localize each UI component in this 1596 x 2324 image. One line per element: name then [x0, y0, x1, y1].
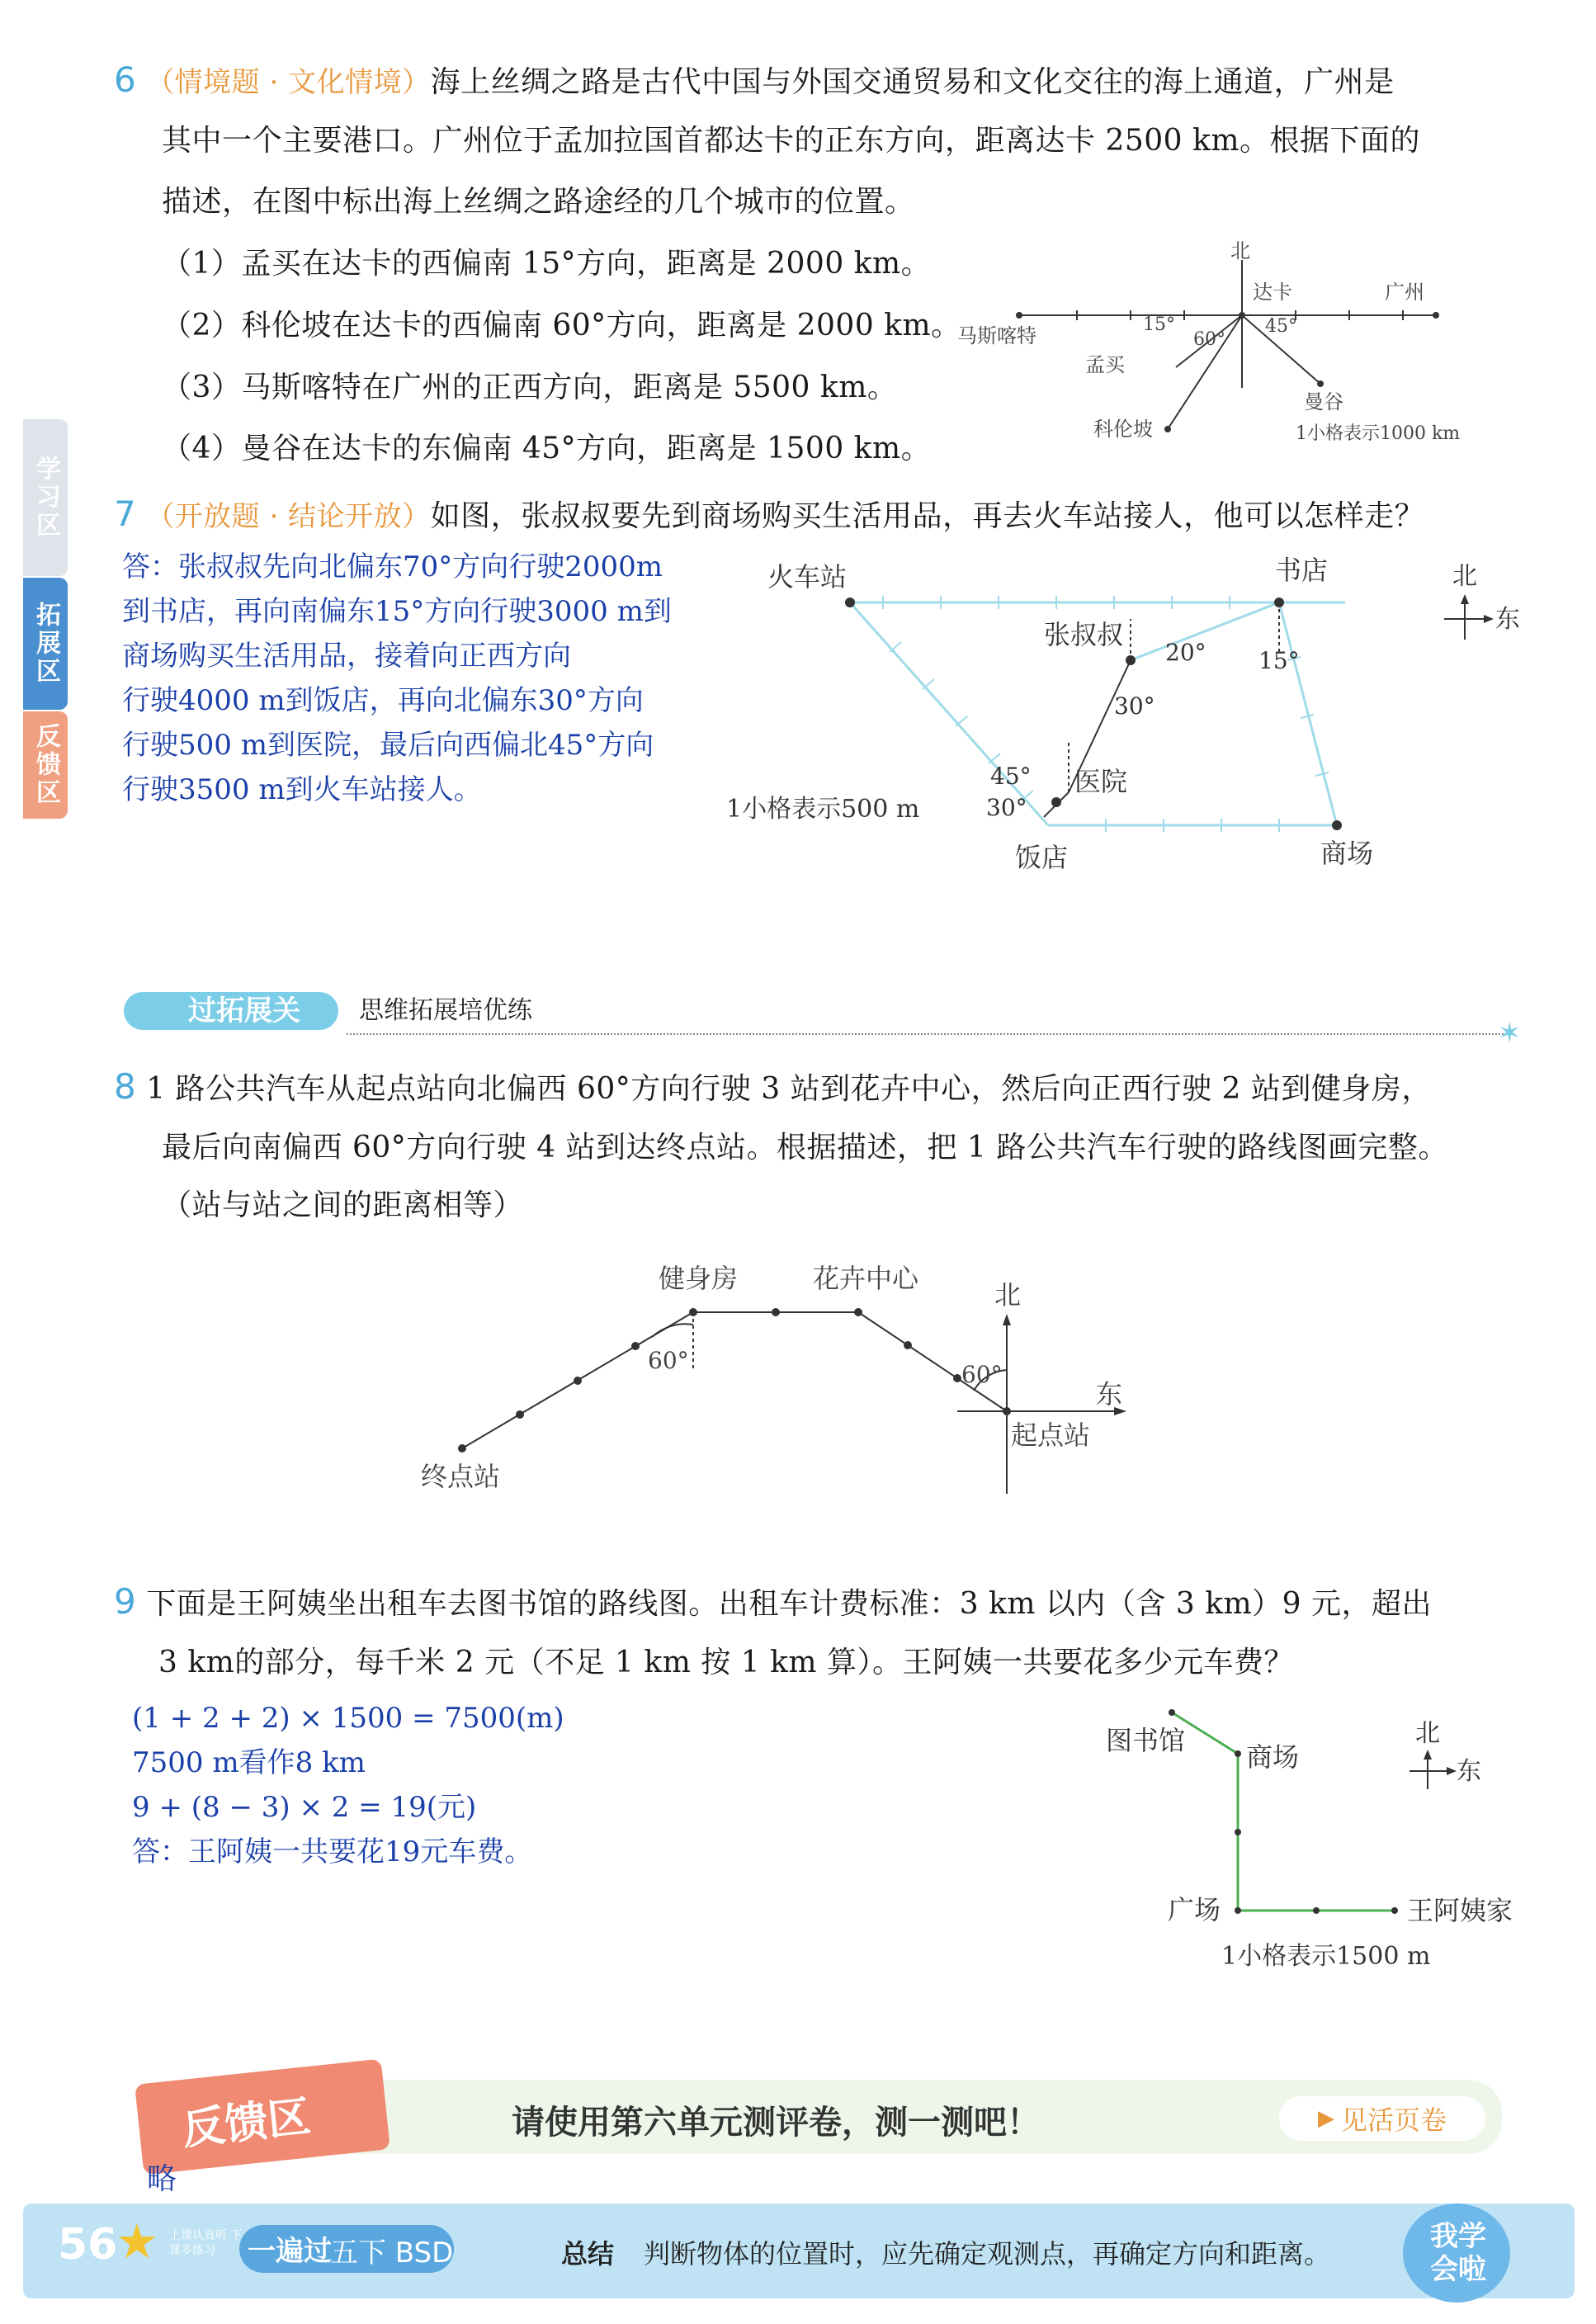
section-rule	[347, 1033, 1510, 1035]
q8-flower-label: 花卉中心	[813, 1263, 919, 1294]
q7-line	[114, 484, 1424, 547]
q9-answer-line-1: (1 + 2 + 2) × 1500 = 7500(m)	[132, 1702, 564, 1735]
q6-direction-map	[941, 239, 1502, 462]
q7-uncle-label: 张叔叔	[1044, 619, 1124, 650]
q9-answer-line-4: 答：王阿姨一共要花19元车费。	[132, 1835, 533, 1868]
q7-scale-label: 1小格表示500 m	[726, 795, 920, 824]
q7-answer-line-4: 行驶4000 m到饭店，再向北偏东30°方向	[122, 684, 644, 717]
q6-line-3: 描述，在图中标出海上丝绸之路途经的几个城市的位置。	[162, 185, 915, 219]
side-tab-feedback: 反馈区	[23, 711, 68, 819]
q6-line-2: 其中一个主要港口。广州位于孟加拉国首都达卡的正东方向，距离达卡 2500 km。根据下面的	[162, 124, 1420, 158]
q8-text-1: 1 路公共汽车从起点站向北偏西 60°方向行驶 3 站到花卉中心，然后向正西行驶 2 站到健身房，	[146, 1072, 1432, 1106]
q7-station-label: 火车站	[767, 561, 848, 593]
q9-text-1: 下面是王阿姨坐出租车去图书馆的路线图。出租车计费标准：3 km 以内（含 3 km）9 元，超出	[146, 1587, 1433, 1621]
q8-line-1	[114, 1056, 1432, 1120]
q8-line-3: （站与站之间的距离相等）	[162, 1188, 524, 1222]
q9-scale-label: 1小格表示1500 m	[1221, 1942, 1431, 1971]
q8-number: 8	[114, 1066, 137, 1107]
page-number: 56	[58, 2220, 118, 2270]
q6-number: 6	[114, 59, 137, 100]
q6-item-2: （2）科伦坡在达卡的西偏南 60°方向，距离是 2000 km。	[162, 309, 961, 342]
q7-angle-15: 15°	[1258, 647, 1300, 674]
footer-summary: 判断物体的位置时，应先确定观测点，再确定方向和距离。	[644, 2238, 1331, 2270]
q9-answer-line-3: 9 + (8 − 3) × 2 = 19(元)	[132, 1791, 477, 1824]
q6-mumbai-label: 孟买	[1085, 353, 1125, 376]
q9-square-label: 广场	[1168, 1894, 1221, 1925]
q6-item-3: （3）马斯喀特在广州的正西方向，距离是 5500 km。	[162, 371, 898, 404]
feedback-link[interactable]	[1279, 2096, 1485, 2141]
q8-line-2: 最后向南偏西 60°方向行驶 4 站到达终点站。根据描述，把 1 路公共汽车行驶的路线图画完整。	[162, 1131, 1448, 1164]
q9-compass-east: 东	[1457, 1757, 1481, 1786]
q9-home-label: 王阿姨家	[1407, 1895, 1513, 1926]
q6-tag: （情境题 · 文化情境）	[146, 66, 431, 99]
feedback-note: 略	[147, 2162, 177, 2196]
q8-angle-60a: 60°	[648, 1347, 689, 1374]
q9-taxi-route	[1089, 1692, 1551, 1989]
q7-answer-line-1: 答：张叔叔先向北偏东70°方向行驶2000m	[122, 550, 663, 583]
side-tab-extend: 拓展区	[23, 578, 68, 710]
section-title: 过拓展关	[188, 994, 300, 1027]
q7-compass-north: 北	[1452, 562, 1477, 591]
q9-answer-line-2: 7500 m看作8 km	[132, 1746, 366, 1779]
star-mascot-icon: ★	[116, 2213, 158, 2270]
q6-item-1: （1）孟买在达卡的西偏南 15°方向，距离是 2000 km。	[162, 247, 932, 281]
q6-angle-15: 15°	[1143, 314, 1175, 335]
footer-summary-label: 总结	[561, 2238, 615, 2270]
q7-number: 7	[114, 494, 137, 534]
q7-angle-30: 30°	[1114, 692, 1155, 720]
q6-bangkok-label: 曼谷	[1304, 390, 1343, 413]
footer-brand: 一遍过	[248, 2235, 332, 2268]
q6-muscat-label: 马斯喀特	[957, 324, 1036, 347]
side-tab-study: 学习区	[23, 419, 68, 576]
q8-angle-60b: 60°	[961, 1361, 1003, 1388]
q8-east-label: 东	[1096, 1378, 1123, 1410]
q6-item-4: （4）曼谷在达卡的东偏南 45°方向，距离是 1500 km。	[162, 432, 932, 465]
section-subtitle: 思维拓展培优练	[359, 996, 532, 1025]
q9-answer	[132, 1696, 564, 1874]
feedback-badge-text: 反馈区	[179, 2091, 314, 2155]
q7-angle-45: 45°	[990, 763, 1032, 790]
q7-tag: （开放题 · 结论开放）	[146, 500, 431, 533]
q6-colombo-label: 科伦坡	[1093, 418, 1153, 441]
q7-answer-line-5: 行驶500 m到医院，最后向西偏北45°方向	[122, 729, 654, 762]
feedback-text: 请使用第六单元测评卷，测一测吧！	[512, 2104, 1040, 2142]
q7-compass-east: 东	[1495, 605, 1520, 634]
q8-end-label: 终点站	[421, 1461, 501, 1492]
q6-north-label: 北	[1230, 239, 1250, 262]
footer-badge-text: 我学会啦	[1430, 2220, 1486, 2286]
q9-compass-north: 北	[1415, 1719, 1440, 1748]
q7-restaurant-label: 饭店	[1015, 842, 1069, 873]
q8-north-label: 北	[994, 1279, 1022, 1311]
q8-bus-route	[396, 1246, 1188, 1510]
q7-answer-line-6: 行驶3500 m到火车站接人。	[122, 773, 482, 806]
q6-scale-label: 1小格表示1000 km	[1296, 423, 1461, 444]
q7-bookstore-label: 书店	[1275, 555, 1329, 586]
play-icon: ▶	[1317, 2106, 1334, 2131]
q6-text-1: 海上丝绸之路是古代中国与外国交通贸易和文化交往的海上通道，广州是	[430, 65, 1395, 99]
q9-library-label: 图书馆	[1106, 1725, 1186, 1756]
feedback-link-label: 见活页卷	[1340, 2104, 1447, 2136]
q9-number: 9	[114, 1581, 137, 1622]
q9-mall-label: 商场	[1246, 1741, 1300, 1773]
q7-answer	[122, 545, 672, 812]
footer-grade: 五下 BSD	[330, 2237, 454, 2270]
q7-route-map	[710, 545, 1535, 875]
q6-angle-60: 60°	[1193, 329, 1225, 350]
q6-guangzhou-label: 广州	[1385, 281, 1424, 304]
q9-line-2: 3 km的部分，每千米 2 元（不足 1 km 按 1 km 算）。王阿姨一共要花多少元车费？	[158, 1646, 1294, 1679]
q7-question: 如图，张叔叔要先到商场购买生活用品，再去火车站接人，他可以怎样走？	[430, 499, 1425, 533]
q8-gym-label: 健身房	[659, 1263, 739, 1294]
q7-answer-line-2: 到书店，再向南偏东15°方向行驶3000 m到	[122, 595, 672, 628]
q6-angle-45: 45°	[1265, 316, 1297, 337]
q7-angle-30b: 30°	[986, 794, 1027, 821]
section-header	[124, 987, 1522, 1050]
q7-answer-line-3: 商场购买生活用品，接着向正西方向	[122, 640, 571, 673]
q8-start-label: 起点站	[1011, 1419, 1091, 1451]
q6-line-1	[114, 50, 1395, 113]
q9-line-1	[114, 1571, 1432, 1635]
q6-dhaka-label: 达卡	[1253, 281, 1292, 304]
q7-hospital-label: 医院	[1074, 766, 1128, 797]
q7-mall-label: 商场	[1320, 838, 1374, 869]
footer-brand-small: 上课认真听 下课多练习	[169, 2229, 243, 2257]
q7-angle-20: 20°	[1165, 639, 1206, 666]
star-icon: ✶	[1498, 1017, 1522, 1050]
